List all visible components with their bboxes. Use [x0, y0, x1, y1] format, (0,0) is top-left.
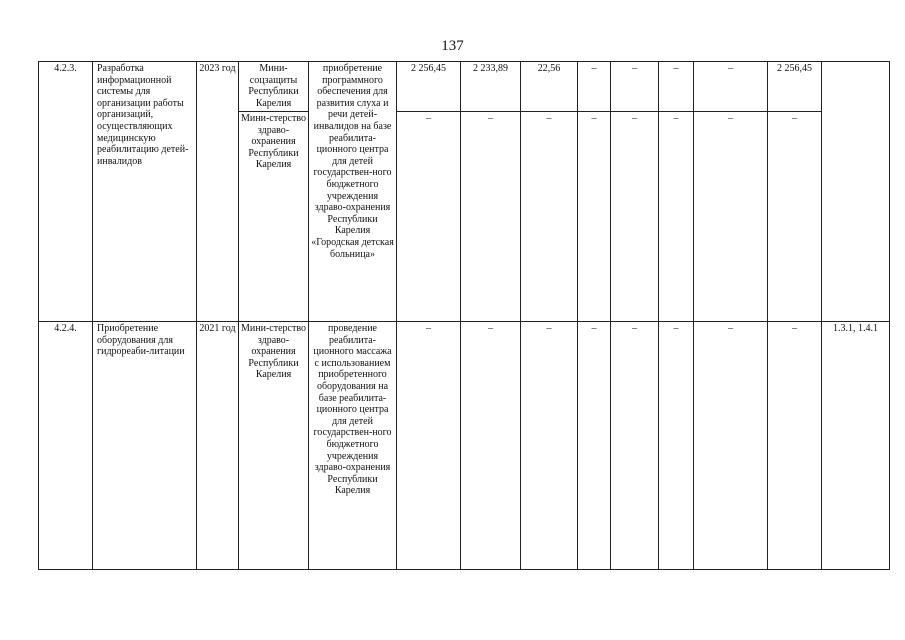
- funding-value: –: [694, 62, 768, 112]
- funding-value: –: [521, 112, 578, 322]
- indicator-refs: 1.3.1, 1.4.1: [822, 322, 890, 570]
- funding-value: –: [521, 322, 578, 570]
- funding-value: 2 256,45: [397, 62, 461, 112]
- executor: Мини-стерство здраво-охранения Республики Карелия: [239, 322, 309, 570]
- funding-value: 22,56: [521, 62, 578, 112]
- funding-value: –: [659, 322, 694, 570]
- funding-value: –: [659, 62, 694, 112]
- funding-value: –: [578, 322, 611, 570]
- table-row: [39, 322, 890, 570]
- funding-value: –: [694, 322, 768, 570]
- indicator-refs: [822, 62, 890, 322]
- activity-result: приобретение программного обеспечения для развития слуха и речи детей-инвалидов на базе реабилита-ционного центра для детей государствен-ного бюджетного учреждения здраво-охранения Республики Карелия «Городская детская больница»: [309, 62, 397, 322]
- executor: Мини-стерство здраво-охранения Республики Карелия: [239, 112, 309, 322]
- funding-value: –: [461, 112, 521, 322]
- funding-value: –: [694, 112, 768, 322]
- funding-value: –: [611, 322, 659, 570]
- activity-year: 2021 год: [197, 322, 239, 570]
- activity-name: Разработка информационной системы для организации работы организаций, осуществляющих медицинскую реабилитацию детей-инвалидов: [93, 62, 197, 322]
- activity-name: Приобретение оборудования для гидрореаби-литации: [93, 322, 197, 570]
- row-number: 4.2.4.: [39, 322, 93, 570]
- funding-value: –: [578, 62, 611, 112]
- funding-value: –: [611, 62, 659, 112]
- funding-value: –: [768, 112, 822, 322]
- page-number: 137: [441, 38, 464, 54]
- funding-value: –: [578, 112, 611, 322]
- activity-year: 2023 год: [197, 62, 239, 322]
- activity-result: проведение реабилита-ционного массажа с использованием приобретенного оборудования на базе реабилита-ционного центра для детей государствен-ного бюджетного учреждения здраво-охранения Республики Карелия: [309, 322, 397, 570]
- table-row: [39, 62, 890, 112]
- funding-value: –: [659, 112, 694, 322]
- funding-value: –: [611, 112, 659, 322]
- funding-value: 2 233,89: [461, 62, 521, 112]
- program-table: [38, 61, 890, 570]
- funding-value: –: [768, 322, 822, 570]
- funding-value: –: [397, 112, 461, 322]
- funding-value: –: [397, 322, 461, 570]
- funding-value: –: [461, 322, 521, 570]
- executor: Мини-соцзащиты Республики Карелия: [239, 62, 309, 112]
- row-number: 4.2.3.: [39, 62, 93, 322]
- funding-value: 2 256,45: [768, 62, 822, 112]
